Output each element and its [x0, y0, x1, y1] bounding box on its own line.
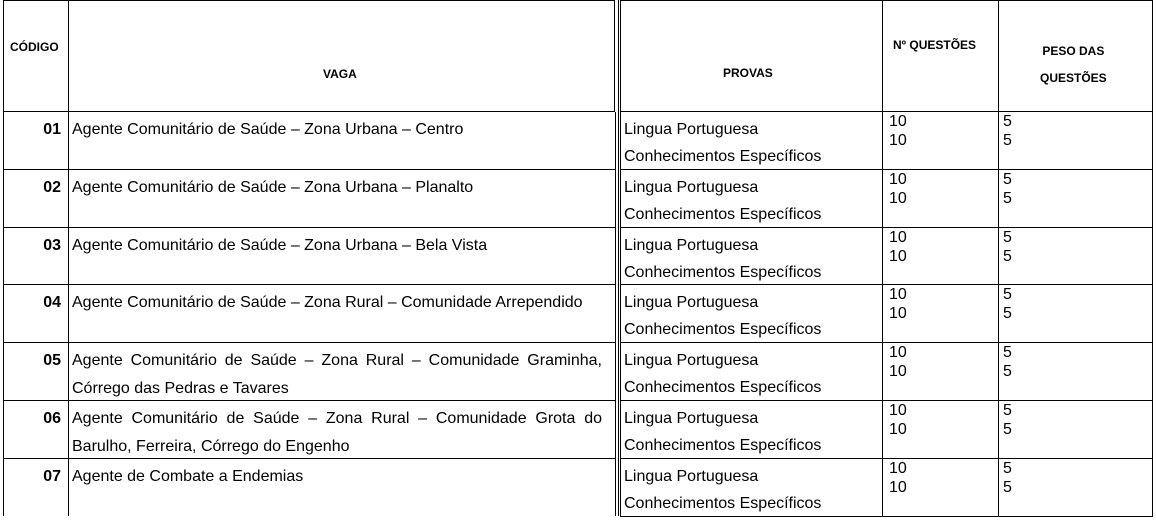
row-peso: 5	[1003, 229, 1012, 246]
row-codigo: 01	[43, 121, 61, 138]
grid-line	[620, 284, 1153, 285]
row-peso: 5	[1003, 363, 1012, 380]
row-codigo: 02	[43, 179, 61, 196]
row-codigo: 05	[43, 352, 61, 369]
row-peso: 5	[1003, 421, 1012, 438]
row-peso: 5	[1003, 190, 1012, 207]
grid-line	[614, 0, 615, 112]
row-prova: Lingua Portuguesa	[624, 179, 759, 196]
row-codigo: 03	[43, 237, 61, 254]
row-prova: Conhecimentos Específicos	[624, 148, 822, 165]
row-prova: Lingua Portuguesa	[624, 352, 759, 369]
grid-line	[620, 111, 1153, 112]
header-codigo: CÓDIGO	[10, 40, 59, 54]
row-peso: 5	[1003, 248, 1012, 265]
grid-line	[620, 516, 1153, 517]
row-vaga: Agente Comunitário de Saúde – Zona Rural – Comunidade Graminha, Córrego das Pedras e Tavares	[72, 352, 602, 397]
table-row	[0, 459, 1156, 516]
grid-line	[620, 169, 1153, 170]
grid-line	[68, 0, 69, 516]
row-prova: Conhecimentos Específicos	[624, 264, 822, 281]
row-questoes: 10	[889, 286, 907, 303]
row-vaga: Agente Comunitário de Saúde – Zona Rural – Comunidade Arrependido	[72, 294, 583, 311]
grid-line	[618, 0, 619, 516]
row-peso: 5	[1003, 460, 1012, 477]
row-vaga: Agente Comunitário de Saúde – Zona Urbana – Planalto	[72, 179, 474, 196]
grid-line	[620, 227, 1153, 228]
row-prova: Conhecimentos Específicos	[624, 379, 822, 396]
grid-line	[620, 0, 621, 516]
grid-line	[3, 111, 615, 112]
header-peso	[1040, 38, 1107, 92]
grid-line	[615, 112, 616, 516]
grid-line	[620, 342, 1153, 343]
table-row	[0, 112, 1156, 169]
row-peso: 5	[1003, 171, 1012, 188]
row-prova: Lingua Portuguesa	[624, 468, 759, 485]
grid-line	[3, 0, 4, 516]
header-peso-line1: PESO DAS	[1042, 44, 1105, 58]
row-prova: Conhecimentos Específicos	[624, 437, 822, 454]
row-peso: 5	[1003, 132, 1012, 149]
row-peso: 5	[1003, 344, 1012, 361]
header-peso-line2: QUESTÕES	[1040, 71, 1107, 85]
row-questoes: 10	[889, 344, 907, 361]
row-vaga: Agente Comunitário de Saúde – Zona Urbana – Centro	[72, 121, 464, 138]
row-prova: Conhecimentos Específicos	[624, 495, 822, 512]
grid-line	[3, 400, 615, 401]
row-codigo: 04	[43, 294, 61, 311]
row-questoes: 10	[889, 190, 907, 207]
table-row	[0, 170, 1156, 227]
row-peso: 5	[1003, 402, 1012, 419]
grid-line	[3, 169, 615, 170]
row-peso: 5	[1003, 479, 1012, 496]
row-vaga: Agente Comunitário de Saúde – Zona Rural – Comunidade Grota do Barulho, Ferreira, Córrego do Engenho	[72, 410, 602, 455]
table-row	[0, 401, 1156, 458]
row-prova: Conhecimentos Específicos	[624, 321, 822, 338]
grid-line	[3, 284, 615, 285]
row-questoes: 10	[889, 132, 907, 149]
row-peso: 5	[1003, 286, 1012, 303]
table-row	[0, 228, 1156, 285]
row-peso: 5	[1003, 305, 1012, 322]
row-questoes: 10	[889, 229, 907, 246]
row-questoes: 10	[889, 248, 907, 265]
row-prova: Lingua Portuguesa	[624, 410, 759, 427]
row-codigo: 06	[43, 410, 61, 427]
grid-line	[620, 0, 1153, 1]
grid-line	[620, 458, 1153, 459]
row-questoes: 10	[889, 460, 907, 477]
row-prova: Lingua Portuguesa	[624, 237, 759, 254]
row-vaga: Agente de Combate a Endemias	[72, 468, 304, 485]
row-prova: Lingua Portuguesa	[624, 121, 759, 138]
table-row	[0, 343, 1156, 400]
grid-line	[3, 227, 615, 228]
row-peso: 5	[1003, 113, 1012, 130]
row-vaga: Agente Comunitário de Saúde – Zona Urbana – Bela Vista	[72, 237, 488, 254]
header-questoes: Nº QUESTÕES	[893, 38, 977, 52]
header-vaga: VAGA	[323, 67, 357, 81]
grid-line	[882, 0, 883, 516]
row-questoes: 10	[889, 479, 907, 496]
header-provas: PROVAS	[723, 66, 773, 80]
grid-line	[3, 0, 615, 1]
grid-line	[3, 342, 615, 343]
row-codigo: 07	[43, 468, 61, 485]
row-questoes: 10	[889, 171, 907, 188]
row-prova: Conhecimentos Específicos	[624, 206, 822, 223]
grid-line	[620, 400, 1153, 401]
grid-line	[1152, 0, 1153, 516]
grid-line	[3, 458, 615, 459]
table-row	[0, 285, 1156, 342]
row-prova: Lingua Portuguesa	[624, 294, 759, 311]
row-questoes: 10	[889, 363, 907, 380]
row-questoes: 10	[889, 421, 907, 438]
grid-line	[998, 0, 999, 516]
row-questoes: 10	[889, 113, 907, 130]
row-questoes: 10	[889, 305, 907, 322]
row-questoes: 10	[889, 402, 907, 419]
